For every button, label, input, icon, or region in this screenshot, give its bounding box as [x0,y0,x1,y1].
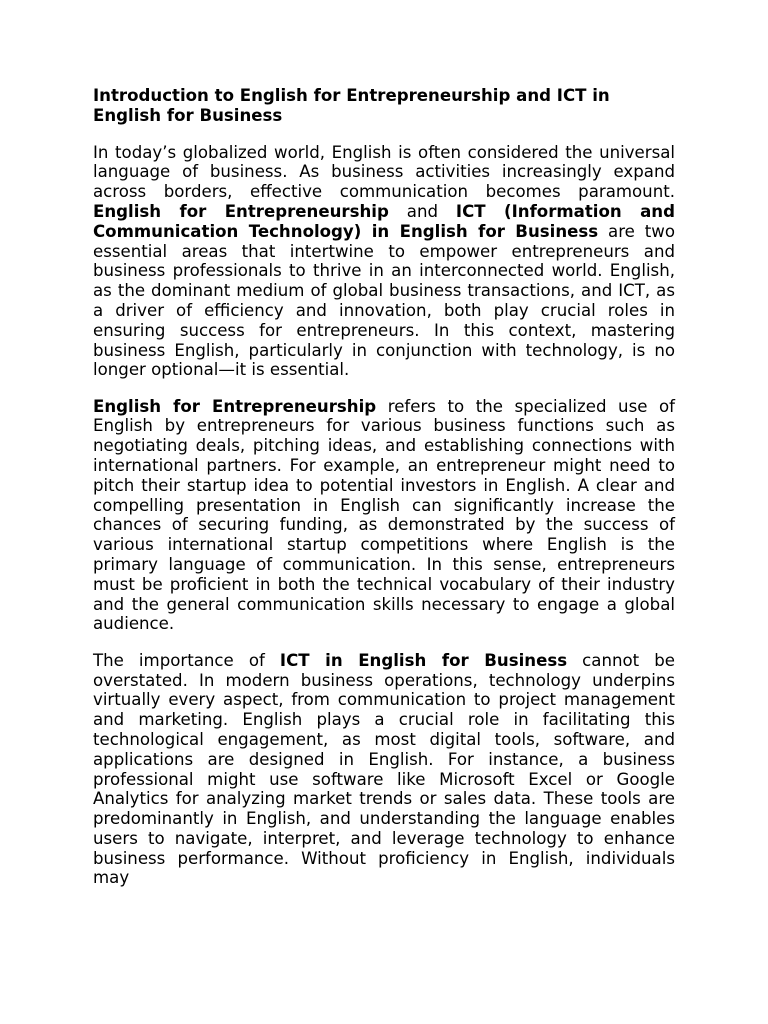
paragraph-segment-bold: ICT in English for Business [279,650,568,670]
paragraph-segment: refers to the specialized use of English by entrepreneurs for various business functions such as negotiating deals, pitching ideas, and establishing connections with international partners. For example, an entrepreneur might need to pitch their startup idea to potential investors in English. A clear and compelling presentation in English can significantly increase the chances of securing funding, as demonstrated by the success of various international startup competitions where English is the primary language of communication. In this sense, entrepreneurs must be proficient in both the technical vocabulary of their industry and the general communication skills necessary to engage a global audience. [93,396,675,634]
paragraph-segment: cannot be overstated. In modern business operations, technology underpins virtually every aspect, from communication to project management and marketing. English plays a crucial role in facilitating this technological engagement, as most digital tools, software, and applications are designed in English. For instance, a business professional might use software like Microsoft Excel or Google Analytics for analyzing market trends or sales data. These tools are predominantly in English, and understanding the language enables users to navigate, interpret, and leverage technology to enhance business performance. Without proficiency in English, individuals may [93,650,675,888]
paragraph-english-for-entrepreneurship [93,397,675,635]
document-page [93,86,675,905]
paragraph-ict-in-english [93,651,675,889]
paragraph-segment: The importance of [93,650,280,670]
paragraph-segment: In today’s globalized world, English is often considered the universal language of business. As business activities increasingly expand across borders, effective communication becomes paramount. [93,142,675,202]
paragraph-segment-bold: English for Entrepreneurship [93,201,389,221]
paragraph-intro [93,143,675,381]
paragraph-segment: and [388,201,456,221]
document-title: Introduction to English for Entrepreneurship and ICT in English for Business [93,86,610,125]
paragraph-segment-bold: English for Entrepreneurship [93,396,377,416]
paragraph-segment: are two essential areas that intertwine to empower entrepreneurs and business professionals to thrive in an interconnected world. English, as the dominant medium of global business transactions, and ICT, as a driver of efficiency and innovation, both play crucial roles in ensuring success for entrepreneurs. In this context, mastering business English, particularly in conjunction with technology, is no longer optional—it is essential. [93,221,675,380]
paragraph-segment-bold: ICT (Information and Communication Technology) in English for Business [93,201,675,241]
